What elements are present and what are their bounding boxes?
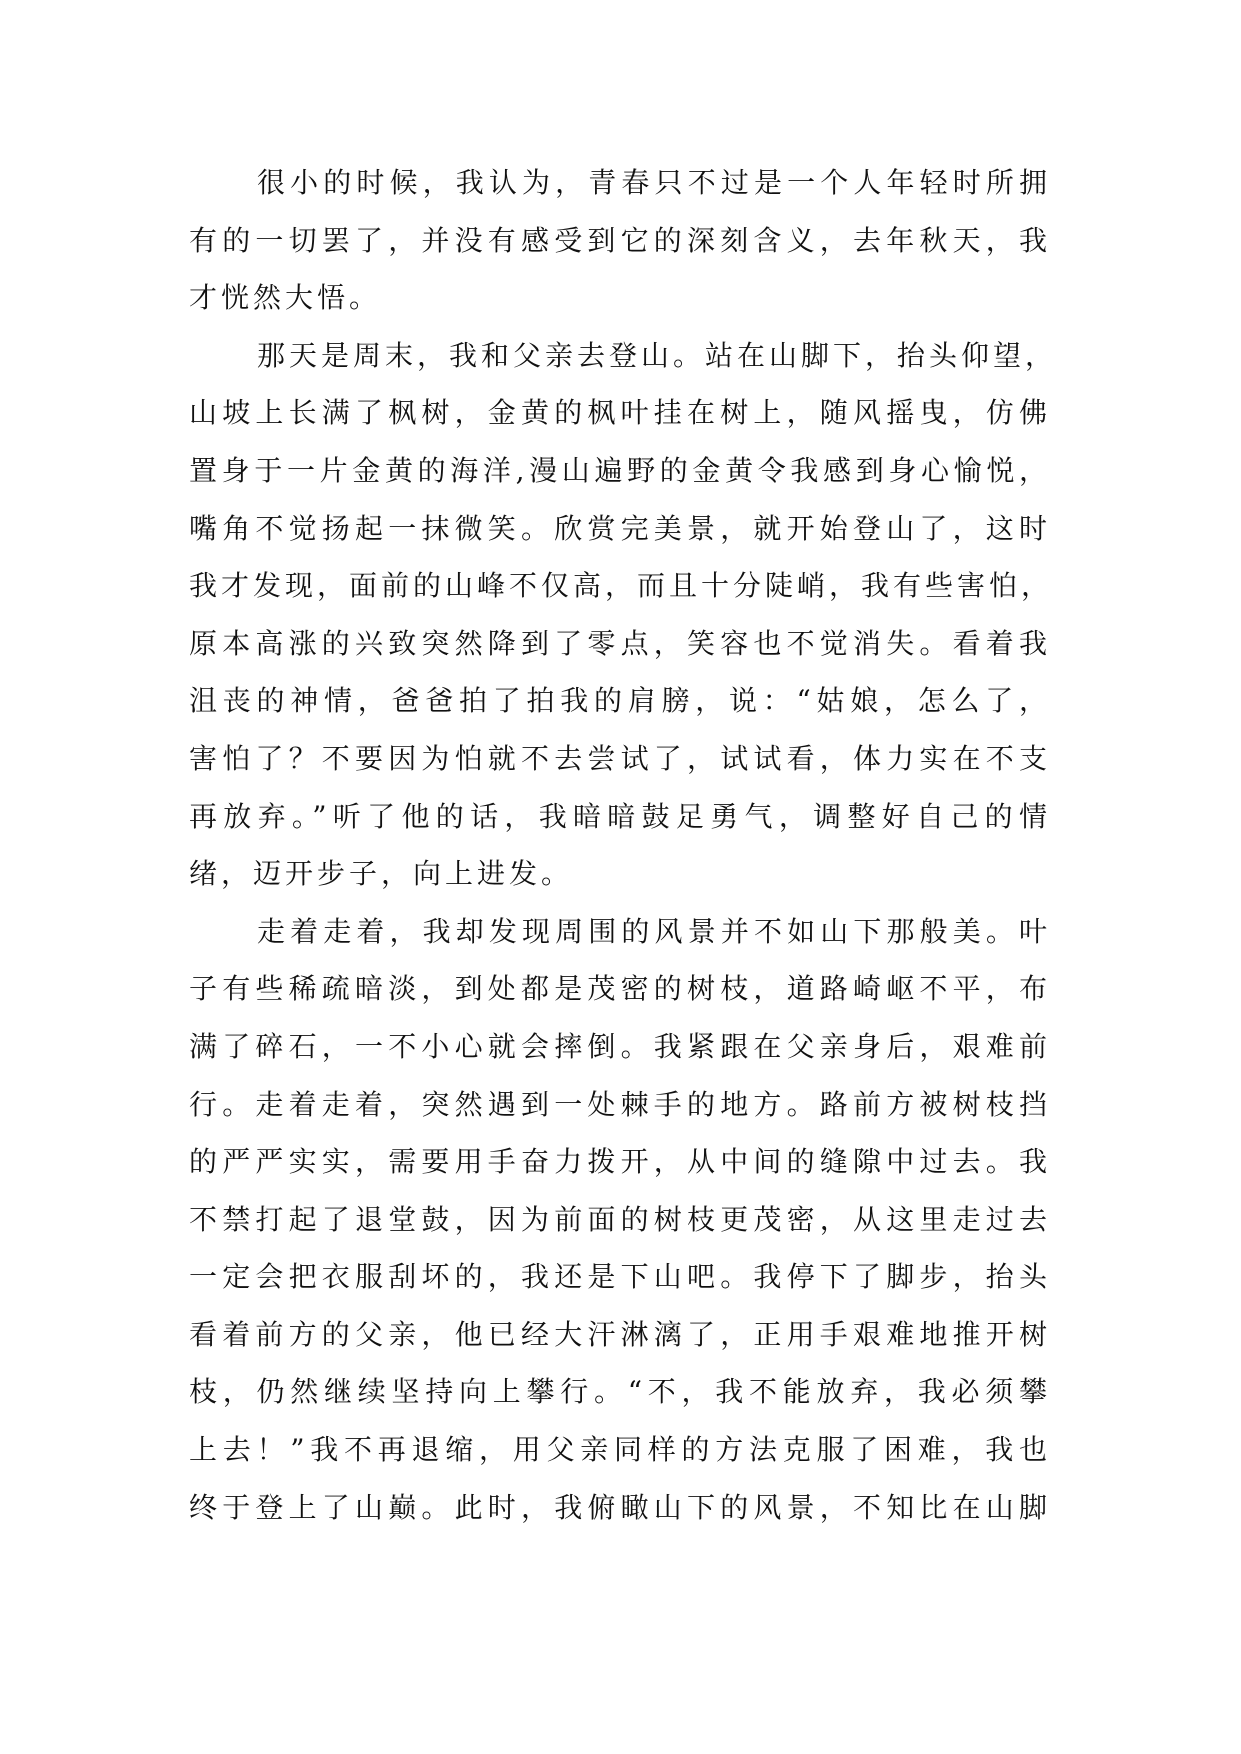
- text-line: 枝，仍然继续坚持向上攀行。“不，我不能放弃，我必须攀: [189, 1375, 1051, 1409]
- text-line: 行。走着走着，突然遇到一处棘手的地方。路前方被树枝挡: [189, 1087, 1051, 1121]
- text-line: 才恍然大悟。: [189, 281, 382, 315]
- text-line: 满了碎石，一不小心就会摔倒。我紧跟在父亲身后，艰难前: [189, 1029, 1051, 1063]
- text-line: 子有些稀疏暗淡，到处都是茂密的树枝，道路崎岖不平，布: [189, 972, 1051, 1006]
- text-line: 置身于一片金黄的海洋,漫山遍野的金黄令我感到身心愉悦，: [189, 453, 1051, 487]
- text-line: 看着前方的父亲，他已经大汗淋漓了，正用手艰难地推开树: [189, 1317, 1051, 1351]
- text-line: 我才发现，面前的山峰不仅高，而且十分陡峭，我有些害怕，: [189, 569, 1054, 603]
- text-line: 一定会把衣服刮坏的，我还是下山吧。我停下了脚步，抬头: [189, 1260, 1051, 1294]
- text-line: 绪，迈开步子，向上进发。: [189, 857, 574, 891]
- essay-text: [189, 154, 1058, 1536]
- text-line: 害怕了？不要因为怕就不去尝试了，试试看，体力实在不支: [189, 741, 1051, 775]
- text-line: 不禁打起了退堂鼓，因为前面的树枝更茂密，从这里走过去: [189, 1202, 1051, 1236]
- text-line: 沮丧的神情，爸爸拍了拍我的肩膀，说：“姑娘，怎么了，: [189, 684, 1051, 718]
- text-line: 山坡上长满了枫树，金黄的枫叶挂在树上，随风摇曳，仿佛: [189, 396, 1051, 430]
- text-line: 上去！”我不再退缩，用父亲同样的方法克服了困难，我也: [189, 1433, 1051, 1467]
- text-line: 终于登上了山巅。此时，我俯瞰山下的风景，不知比在山脚: [189, 1490, 1051, 1524]
- text-line: 有的一切罢了，并没有感受到它的深刻含义，去年秋天，我: [189, 223, 1051, 257]
- text-line: 走着走着，我却发现周围的风景并不如山下那般美。叶: [257, 914, 1051, 948]
- text-line: 很小的时候，我认为，青春只不过是一个人年轻时所拥: [257, 166, 1051, 199]
- text-line: 原本高涨的兴致突然降到了零点，笑容也不觉消失。看着我: [189, 626, 1051, 660]
- text-line: 嘴角不觉扬起一抹微笑。欣赏完美景，就开始登山了，这时: [189, 511, 1051, 545]
- text-line: 的严严实实，需要用手奋力拨开，从中间的缝隙中过去。我: [189, 1145, 1051, 1179]
- text-line: 再放弃。”听了他的话，我暗暗鼓足勇气，调整好自己的情: [189, 799, 1051, 833]
- text-line: 那天是周末，我和父亲去登山。站在山脚下，抬头仰望，: [257, 338, 1058, 372]
